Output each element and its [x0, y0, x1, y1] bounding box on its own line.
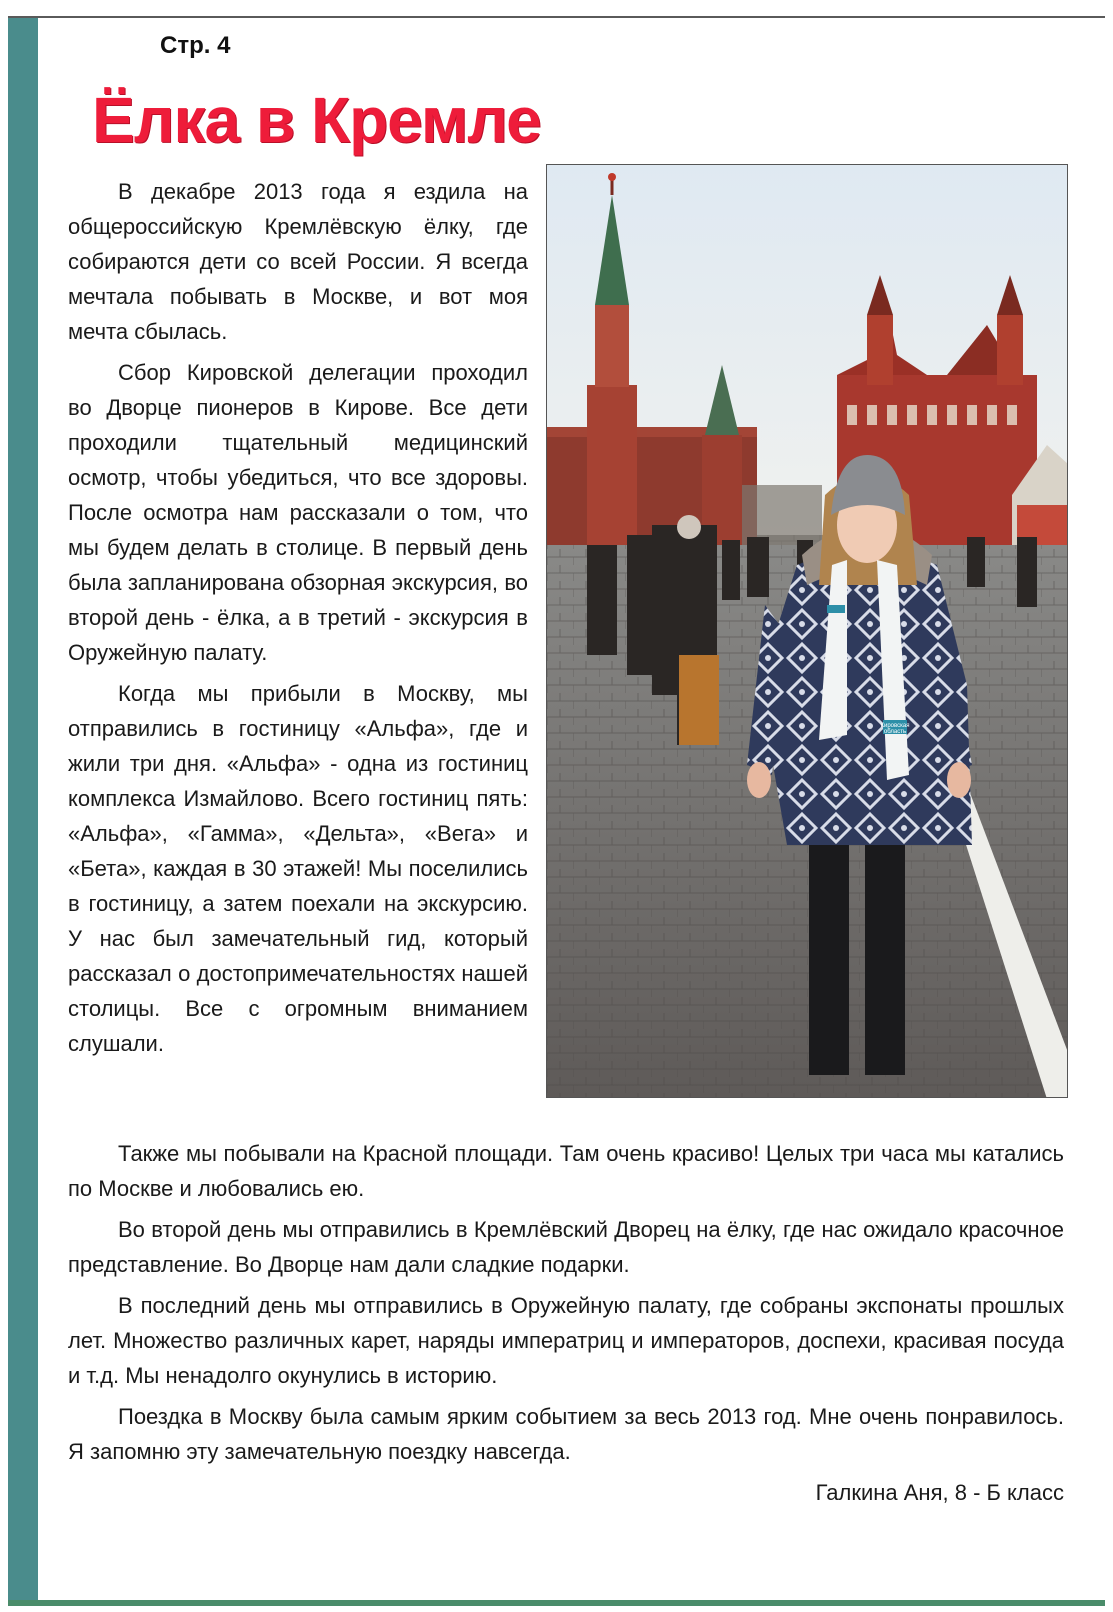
paragraph: В декабре 2013 года я ездила на общероссийскую Кремлёвскую ёлку, где собираются дети со всей России. Я всегда мечтала побывать в Москве, и вот моя мечта сбылась. — [68, 179, 528, 344]
author-signature: Галкина Аня, 8 - Б класс — [815, 1480, 1064, 1505]
top-rule — [8, 16, 1105, 18]
scarf-text: область — [883, 729, 907, 735]
paragraph: Во второй день мы отправились в Кремлёвский Дворец на ёлку, где нас ожидало красочное представление. Во Дворце нам дали сладкие подарки. — [68, 1217, 1064, 1277]
article-full-width-text — [68, 1136, 1064, 1510]
article-column-text — [68, 174, 528, 1067]
page-number: Стр. 4 — [160, 32, 231, 59]
paragraph: Также мы побывали на Красной площади. Там очень красиво! Целых три часа мы катались по Москве и любовались ею. — [68, 1141, 1064, 1201]
article-photo — [546, 164, 1068, 1098]
scarf-text: Кировская — [880, 723, 910, 729]
left-accent-bar — [8, 18, 38, 1600]
paragraph: В последний день мы отправились в Оружейную палату, где собраны экспонаты прошлых лет. Множество различных карет, наряды императриц и императоров, доспехи, красивая посуда и т.д. Мы ненадолго окунулись в историю. — [68, 1293, 1064, 1388]
paragraph: Когда мы прибыли в Москву, мы отправились в гостиницу «Альфа», где и жили три дня. «Альфа» - одна из гостиниц комплекса Измайлово. Всего гостиниц пять: «Альфа», «Гамма», «Дельта», «Вега» и «Бета», каждая в 30 этажей! Мы поселились в гостиницу, а затем поехали на экскурсию. У нас был замечательный гид, который рассказал о достопримечательностях нашей столицы. Все с огромным вниманием слушали. — [68, 681, 528, 1056]
paragraph: Поездка в Москву была самым ярким событием за весь 2013 год. Мне очень понравилось. Я запомню эту замечательную поездку навсегда. — [68, 1404, 1064, 1464]
paragraph: Сбор Кировской делегации проходил во Дворце пионеров в Кирове. Все дети проходили тщательный медицинский осмотр, чтобы убедиться, что все здоровы. После осмотра нам рассказали о том, что мы будем делать в столице. В первый день была запланирована обзорная экскурсия, во второй день - ёлка, а в третий - экскурсия в Оружейную палату. — [68, 360, 528, 665]
article-title: Ёлка в Кремле — [92, 84, 541, 156]
bottom-rule — [8, 1600, 1105, 1606]
